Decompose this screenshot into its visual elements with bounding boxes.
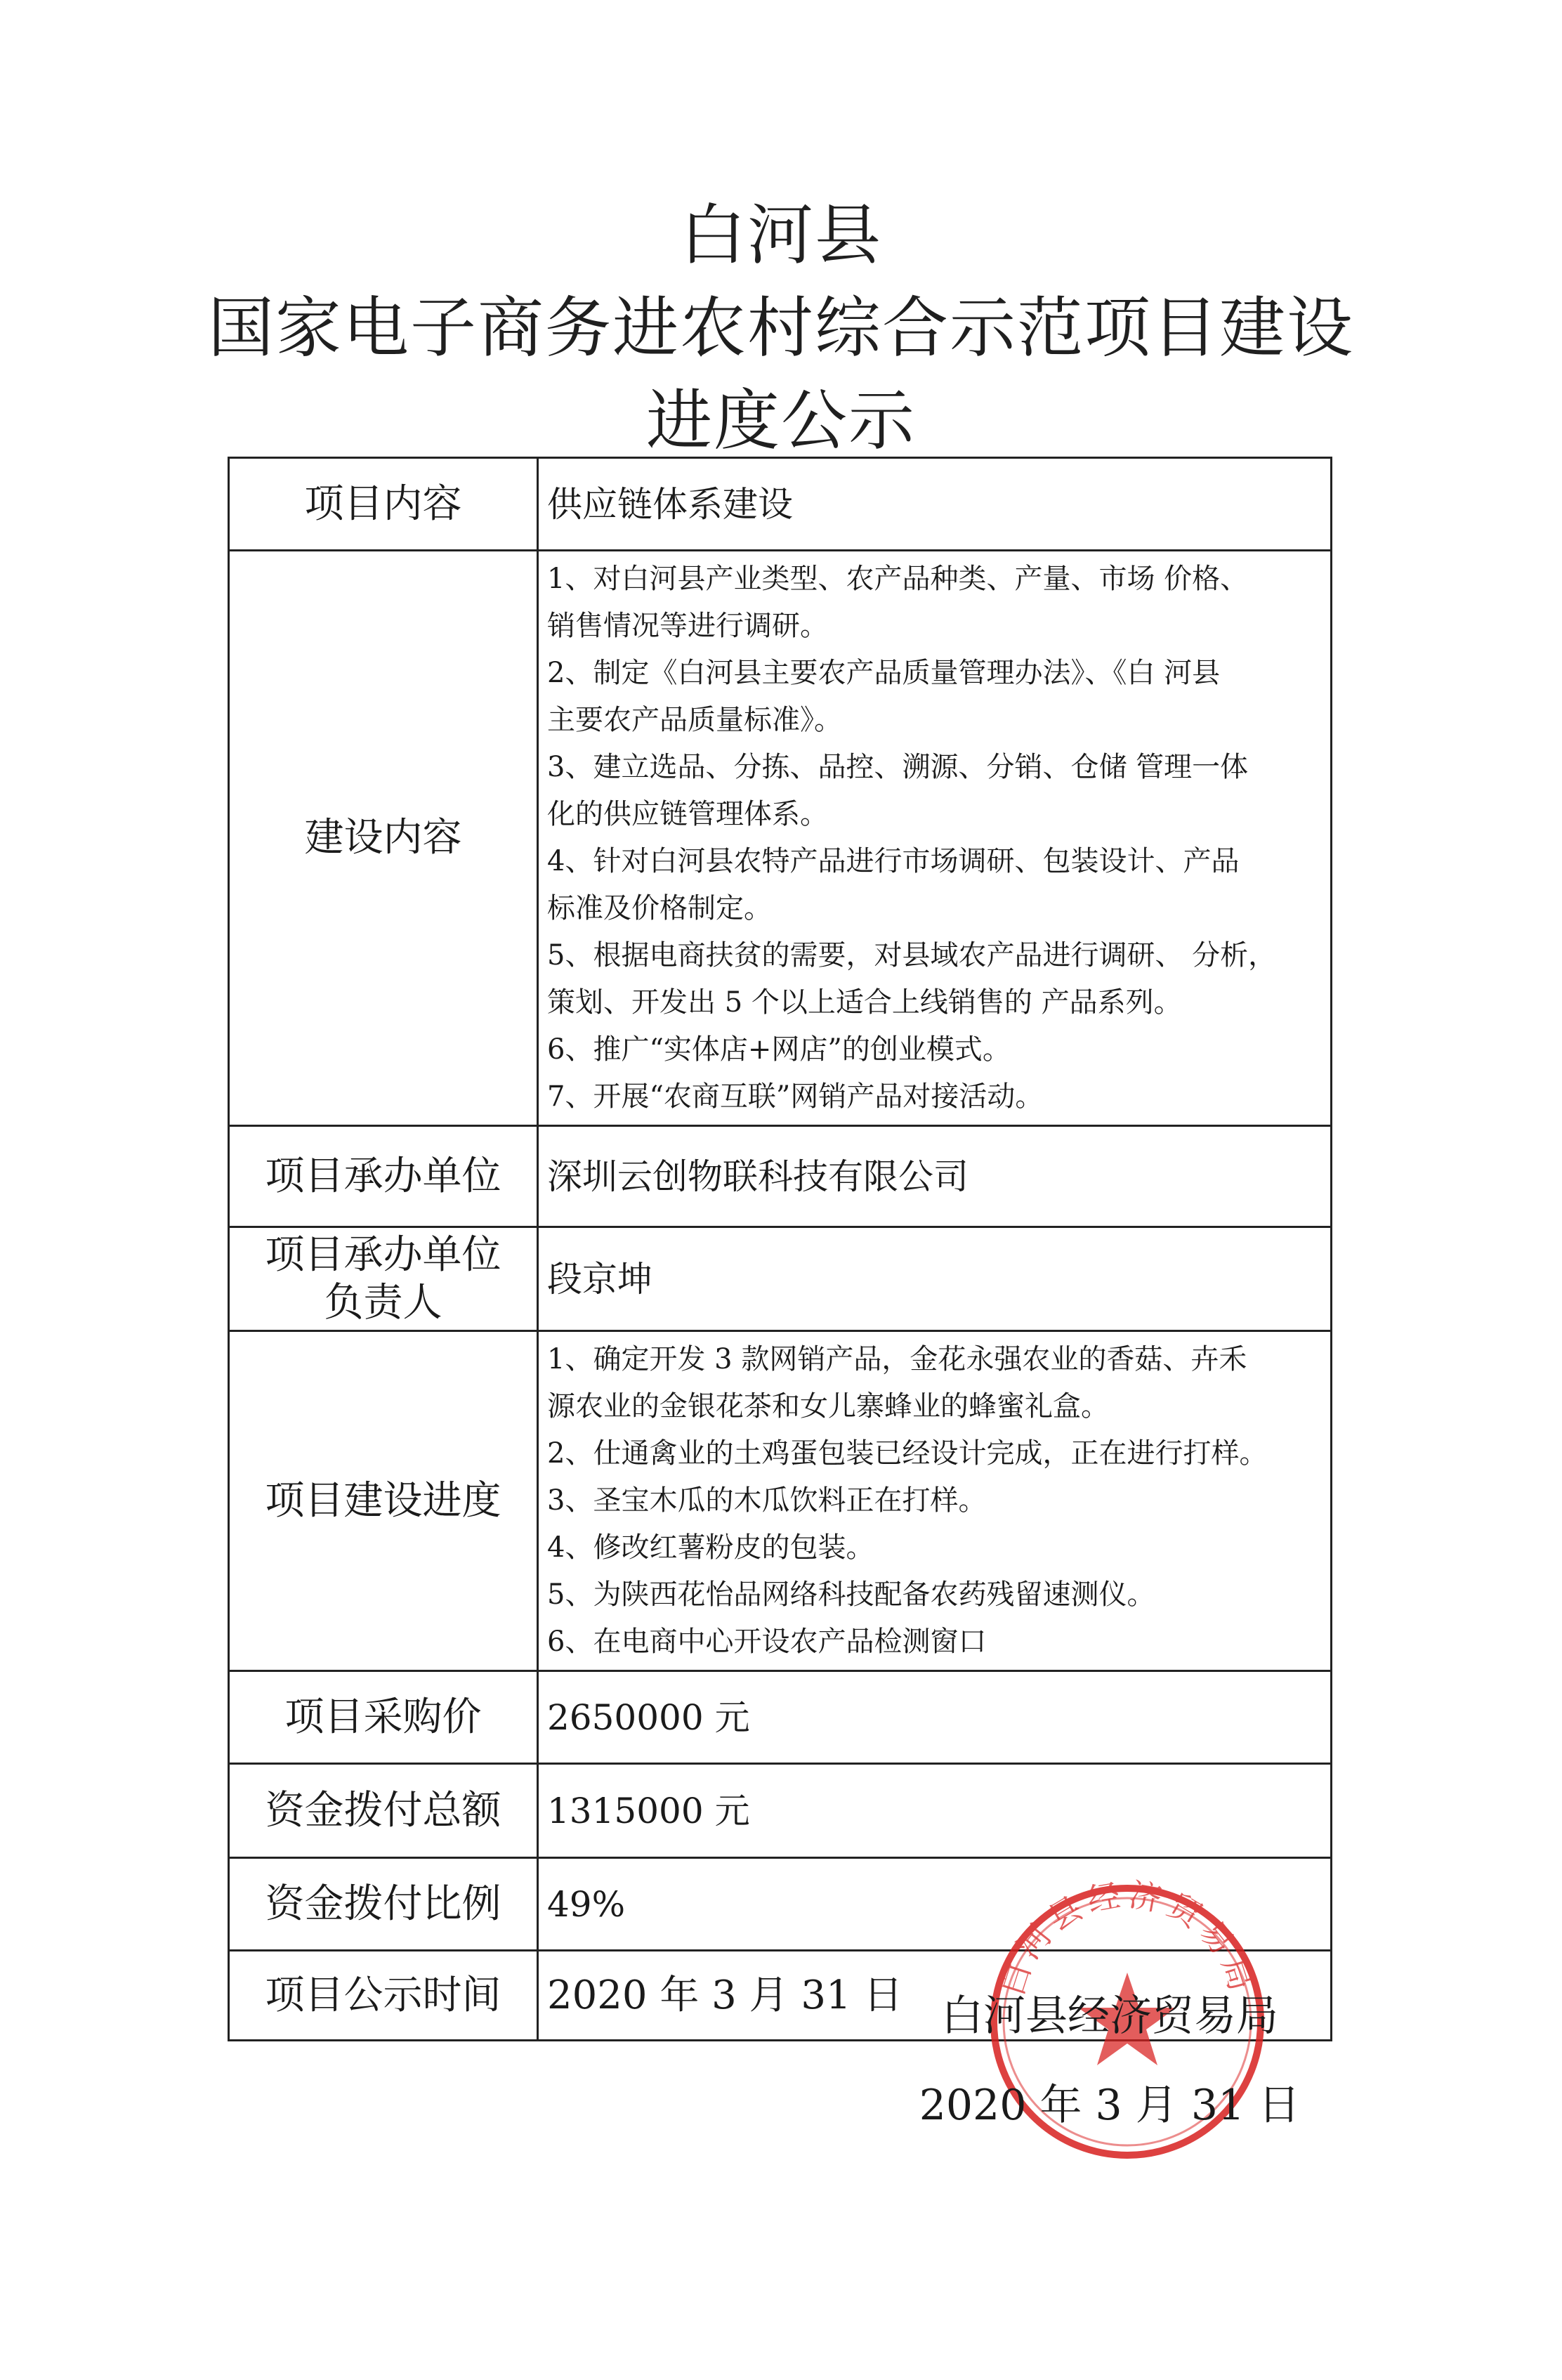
construction_content-line: 1、对白河县产业类型、农产品种类、产量、市场 价格、 (547, 563, 1249, 595)
label-total-funding: 资金拨付总额 (229, 1764, 538, 1858)
value-undertaking-unit: 深圳云创物联科技有限公司 (538, 1126, 1332, 1227)
progress-line: 6、在电商中心开设农产品检测窗口 (547, 1626, 987, 1658)
label-project-content: 项目内容 (229, 458, 538, 551)
title-line-3: 进度公示 (645, 383, 916, 459)
row-progress (229, 1331, 1332, 1671)
progress-line: 4、修改红薯粉皮的包装。 (547, 1531, 874, 1564)
construction_content-line: 4、针对白河县农特产品进行市场调研、包装设计、产品 (547, 845, 1240, 877)
title-line-1: 白河县 (679, 197, 882, 274)
document-title (0, 190, 1562, 468)
progress-line: 2、仕通禽业的土鸡蛋包装已经设计完成，正在进行打样。 (547, 1437, 1268, 1470)
label-purchase-price: 项目采购价 (229, 1671, 538, 1764)
label-unit-leader (229, 1227, 538, 1331)
progress-line: 3、圣宝木瓜的木瓜饮料正在打样。 (547, 1484, 987, 1517)
progress-line: 源农业的金银花茶和女儿寨蜂业的蜂蜜礼盒。 (547, 1390, 1109, 1423)
progress-list (547, 1332, 1322, 1670)
value-funding-ratio: 49% (538, 1858, 1332, 1951)
value-total-funding: 1315000 元 (538, 1764, 1332, 1858)
value-project-content: 供应链体系建设 (538, 458, 1332, 551)
row-purchase-price (229, 1671, 1332, 1764)
seal-text: 白河县经济贸易局 (992, 1875, 1263, 2001)
construction_content-line: 策划、开发出 5 个以上适合上线销售的 产品系列。 (547, 986, 1182, 1019)
issuer-name: 白河县经济贸易局 (941, 1992, 1278, 2041)
label-unit-leader-line1: 项目承办单位 (265, 1231, 501, 1278)
row-unit-leader (229, 1227, 1332, 1331)
construction_content-line: 3、建立选品、分拣、品控、溯源、分销、仓储 管理一体 (547, 751, 1249, 783)
progress-line: 5、为陕西花怡品网络科技配备农药残留速测仪。 (547, 1578, 1155, 1611)
construction_content-line: 标准及价格制定。 (547, 892, 772, 924)
construction_content-line: 7、开展“农商互联”网销产品对接活动。 (547, 1080, 1044, 1113)
construction-content-list (547, 551, 1322, 1125)
value-progress (538, 1331, 1332, 1671)
value-purchase-price: 2650000 元 (538, 1671, 1332, 1764)
progress-table (228, 457, 1332, 2041)
construction_content-line: 5、根据电商扶贫的需要，对县域农产品进行调研、 分析， (547, 939, 1277, 972)
label-construction-content: 建设内容 (229, 551, 538, 1126)
title-line-2: 国家电子商务进农村综合示范项目建设 (207, 290, 1354, 367)
value-publish-time: 2020 年 3 月 31 日 (538, 1951, 1332, 2041)
label-undertaking-unit: 项目承办单位 (229, 1126, 538, 1227)
label-publish-time: 项目公示时间 (229, 1951, 538, 2041)
value-construction-content (538, 551, 1332, 1126)
construction_content-line: 销售情况等进行调研。 (547, 610, 828, 642)
row-total-funding (229, 1764, 1332, 1858)
label-unit-leader-line2: 负责人 (324, 1279, 442, 1326)
label-progress: 项目建设进度 (229, 1331, 538, 1671)
row-project-content (229, 458, 1332, 551)
construction_content-line: 主要农产品质量标准》。 (547, 704, 842, 736)
construction_content-line: 6、推广“实体店+网店”的创业模式。 (547, 1033, 1011, 1066)
construction_content-line: 化的供应链管理体系。 (547, 798, 828, 830)
value-unit-leader: 段京坤 (538, 1227, 1332, 1331)
label-funding-ratio: 资金拨付比例 (229, 1858, 538, 1951)
row-construction-content (229, 551, 1332, 1126)
row-undertaking-unit (229, 1126, 1332, 1227)
progress-line: 1、确定开发 3 款网销产品，金花永强农业的香菇、卉禾 (547, 1343, 1247, 1375)
construction_content-line: 2、制定《白河县主要农产品质量管理办法》、《白 河县 (547, 657, 1221, 689)
issue-date: 2020 年 3 月 31 日 (919, 2081, 1301, 2130)
